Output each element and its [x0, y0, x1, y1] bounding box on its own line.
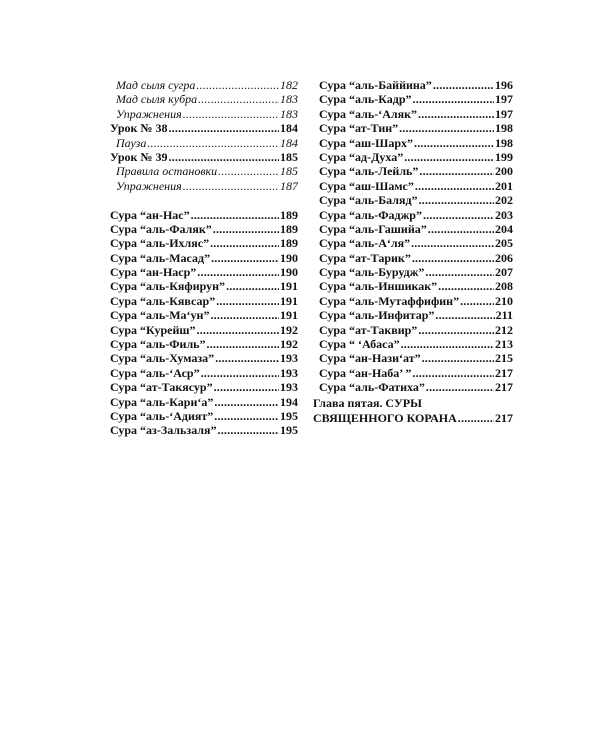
entry-page: 185: [280, 164, 298, 179]
dot-leader: [211, 251, 279, 265]
entry-title: Сура “ат-Таквир”: [319, 322, 418, 337]
toc-sura-entry: [110, 222, 298, 236]
dot-leader: [460, 294, 494, 308]
section-spacer: [110, 193, 298, 207]
toc-sura-entry: [319, 78, 513, 92]
dot-leader: [414, 136, 494, 150]
toc-sura-entry: [110, 323, 298, 337]
entry-page: 211: [495, 308, 513, 323]
entry-page: 189: [280, 207, 298, 222]
entry-page: 190: [280, 250, 298, 265]
toc-sura-entry: [110, 366, 298, 380]
entry-title: Мад сыля кубра: [116, 92, 198, 107]
dot-leader: [413, 92, 494, 106]
dot-leader: [201, 366, 279, 380]
entry-page: 191: [280, 279, 298, 294]
entry-title: Сура “ан-Наср”: [110, 265, 197, 280]
toc-sura-entry: [319, 179, 513, 193]
entry-title: Урок № 38: [110, 121, 168, 136]
dot-leader: [218, 423, 279, 437]
toc-sura-entry: [319, 279, 513, 293]
entry-page: 194: [280, 394, 298, 409]
entry-title: Сура “аль-Кявсар”: [110, 293, 216, 308]
dot-leader: [458, 411, 494, 426]
entry-page: 192: [280, 337, 298, 352]
dot-leader: [423, 208, 494, 222]
dot-leader: [196, 78, 279, 92]
dot-leader: [214, 409, 279, 423]
toc-sura-entry: [319, 121, 513, 135]
toc-sura-entry: [110, 251, 298, 265]
entry-page: 189: [280, 221, 298, 236]
entry-title: Сура “аль-Фатиха”: [319, 380, 425, 395]
dot-leader: [197, 323, 280, 337]
dot-leader: [433, 78, 494, 92]
entry-title: Сура “аль-Ма‘ун”: [110, 308, 210, 323]
entry-title: Сура “аль-‘Аляк”: [319, 106, 418, 121]
dot-leader: [218, 164, 279, 178]
toc-sura-entry: [110, 423, 298, 437]
toc-sura-entry: [110, 308, 298, 322]
entry-page: 217: [495, 365, 513, 380]
entry-title: Сура “ан-Наба’ ”: [319, 365, 412, 380]
entry-page: 201: [495, 178, 513, 193]
entry-title: Сура “ ‘Абаса”: [319, 337, 400, 352]
entry-title: Сура “аш-Шарх”: [319, 135, 414, 150]
dot-leader: [438, 279, 494, 293]
entry-title: Сура “аль-Кадр”: [319, 92, 412, 107]
dot-leader: [428, 222, 494, 236]
dot-leader: [214, 395, 279, 409]
dot-leader: [168, 150, 279, 164]
dot-leader: [435, 308, 494, 322]
dot-leader: [215, 351, 279, 365]
chapter-title-line1: Глава пятая. СУРЫ: [313, 396, 422, 410]
dot-leader: [214, 380, 279, 394]
toc-entry: [110, 179, 298, 193]
toc-sura-entry: [319, 236, 513, 250]
toc-sura-entry: [319, 193, 513, 207]
entry-title: Правила остановки: [116, 164, 218, 179]
dot-leader: [183, 179, 279, 193]
dot-leader: [183, 107, 279, 121]
entry-title: Упражнения: [116, 178, 182, 193]
entry-page: 191: [280, 308, 298, 323]
toc-sura-entry: [110, 208, 298, 222]
toc-sura-entry: [319, 164, 513, 178]
entry-title: Сура “аль-Мутаффифин”: [319, 293, 460, 308]
entry-page: 190: [280, 265, 298, 280]
entry-page: 185: [280, 149, 298, 164]
toc-entry: [110, 136, 298, 150]
entry-page: 213: [495, 337, 513, 352]
entry-title: Сура “аль-Гашийа”: [319, 221, 427, 236]
entry-page: 182: [280, 78, 298, 92]
dot-leader: [198, 92, 279, 106]
toc-lesson-entry: [110, 121, 298, 135]
entry-title: Сура “аль-Баййина”: [319, 78, 432, 92]
entry-page: 212: [495, 322, 513, 337]
entry-page: 195: [280, 423, 298, 438]
entry-title: Сура “аль-А‘ля”: [319, 236, 411, 251]
entry-page: 217: [495, 380, 513, 395]
toc-chapter-entry: [313, 396, 513, 426]
entry-page: 198: [495, 121, 513, 136]
dot-leader: [399, 121, 494, 135]
entry-title: Мад сыля сугра: [116, 78, 196, 92]
dot-leader: [210, 308, 279, 322]
toc-sura-entry: [319, 150, 513, 164]
dot-leader: [426, 380, 494, 394]
entry-title: Сура “аль-Баляд”: [319, 193, 418, 208]
toc-sura-entry: [319, 222, 513, 236]
toc-left-column: [110, 78, 298, 438]
entry-title: Сура “аль-Хумаза”: [110, 351, 215, 366]
dot-leader: [197, 265, 279, 279]
entry-title: Сура “ад-Духа”: [319, 149, 404, 164]
entry-title: Сура “ан-Нас”: [110, 207, 190, 222]
entry-title: Сура “аль-Кяфирун”: [110, 279, 226, 294]
toc-sura-entry: [319, 92, 513, 106]
entry-title: Сура “аль-Фаляк”: [110, 221, 212, 236]
chapter-title-line2-row: [313, 411, 513, 426]
entry-page: 198: [495, 135, 513, 150]
entry-title: Сура “аль-Филь”: [110, 337, 206, 352]
dot-leader: [425, 265, 494, 279]
toc-entry: [110, 107, 298, 121]
entry-page: 202: [495, 193, 513, 208]
dot-leader: [418, 323, 494, 337]
dot-leader: [404, 150, 494, 164]
entry-page: 183: [280, 92, 298, 107]
toc-sura-entry: [319, 323, 513, 337]
entry-title: Упражнения: [116, 106, 182, 121]
entry-page: 215: [495, 351, 513, 366]
dot-leader: [210, 236, 279, 250]
toc-sura-entry: [110, 236, 298, 250]
entry-page: 205: [495, 236, 513, 251]
entry-page: 184: [280, 121, 298, 136]
toc-entry: [110, 78, 298, 92]
entry-title: Сура “аль-Лейль”: [319, 164, 419, 179]
toc-sura-entry: [110, 409, 298, 423]
dot-leader: [411, 236, 494, 250]
dot-leader: [419, 193, 494, 207]
entry-page: 184: [280, 135, 298, 150]
dot-leader: [213, 222, 279, 236]
dot-leader: [168, 121, 279, 135]
entry-page: 191: [280, 293, 298, 308]
dot-leader: [216, 294, 279, 308]
entry-page: 197: [495, 106, 513, 121]
entry-page: 192: [280, 322, 298, 337]
entry-title: Сура “аль-Инфитар”: [319, 308, 435, 323]
toc-lesson-entry: [110, 150, 298, 164]
toc-sura-entry: [319, 208, 513, 222]
entry-page: 196: [495, 78, 513, 92]
toc-sura-entry: [319, 308, 513, 322]
entry-page: 195: [280, 408, 298, 423]
entry-page: 199: [495, 149, 513, 164]
toc-sura-entry: [319, 136, 513, 150]
entry-title: Сура “аль-‘Адият”: [110, 408, 214, 423]
toc-sura-entry: [319, 351, 513, 365]
toc-sura-entry: [110, 279, 298, 293]
entry-page: 193: [280, 365, 298, 380]
toc-sura-entry: [110, 337, 298, 351]
dot-leader: [418, 107, 494, 121]
entry-title: Сура “аз-Зальзаля”: [110, 423, 217, 438]
toc-sura-entry: [110, 395, 298, 409]
entry-page: 207: [495, 265, 513, 280]
entry-title: Сура “аль-Иншикак”: [319, 279, 438, 294]
toc-sura-entry: [319, 107, 513, 121]
entry-title: Урок № 39: [110, 149, 168, 164]
toc-sura-entry: [110, 380, 298, 394]
toc-sura-entry: [319, 380, 513, 394]
dot-leader: [415, 179, 494, 193]
toc-entry: [110, 92, 298, 106]
dot-leader: [226, 279, 279, 293]
entry-title: Сура “аль-Фаджр”: [319, 207, 422, 222]
toc-entry: [110, 164, 298, 178]
entry-page: 187: [280, 178, 298, 193]
entry-title: Сура “аль-Бурудж”: [319, 265, 425, 280]
dot-leader: [401, 337, 494, 351]
toc-sura-entry: [319, 251, 513, 265]
entry-page: 193: [280, 351, 298, 366]
entry-title: Сура “аль-Кари‘а”: [110, 394, 214, 409]
entry-title: Сура “ан-Нази‘ат”: [319, 351, 421, 366]
entry-title: Сура “аль-Ихляс”: [110, 236, 210, 251]
dot-leader: [412, 366, 494, 380]
entry-page: 183: [280, 106, 298, 121]
entry-title: Сура “аль-‘Аср”: [110, 365, 200, 380]
toc-sura-entry: [110, 351, 298, 365]
entry-title: Сура “ат-Тин”: [319, 121, 399, 136]
entry-title: Сура “ат-Такясур”: [110, 380, 213, 395]
toc-sura-entry: [110, 294, 298, 308]
entry-title: Сура “аш-Шамс”: [319, 178, 414, 193]
entry-title: Сура “аль-Масад”: [110, 250, 211, 265]
toc-sura-entry: [319, 265, 513, 279]
entry-page: 189: [280, 236, 298, 251]
entry-page: 206: [495, 250, 513, 265]
toc-right-column: [319, 78, 513, 395]
toc-sura-entry: [319, 294, 513, 308]
entry-title: Сура “ат-Тарик”: [319, 250, 411, 265]
dot-leader: [419, 164, 494, 178]
entry-page: 200: [495, 164, 513, 179]
dot-leader: [412, 251, 494, 265]
toc-sura-entry: [319, 366, 513, 380]
toc-sura-entry: [110, 265, 298, 279]
toc-sura-entry: [319, 337, 513, 351]
entry-page: 197: [495, 92, 513, 107]
dot-leader: [422, 351, 494, 365]
dot-leader: [147, 136, 279, 150]
dot-leader: [207, 337, 279, 351]
entry-title: Сура “Курейш”: [110, 322, 196, 337]
chapter-page: 217: [495, 411, 513, 425]
entry-page: 203: [495, 207, 513, 222]
chapter-title-line2: СВЯЩЕННОГО КОРАНА: [313, 411, 457, 425]
entry-page: 210: [495, 293, 513, 308]
entry-title: Пауза: [116, 135, 147, 150]
entry-page: 193: [280, 380, 298, 395]
dot-leader: [191, 208, 279, 222]
entry-page: 204: [495, 221, 513, 236]
entry-page: 208: [495, 279, 513, 294]
